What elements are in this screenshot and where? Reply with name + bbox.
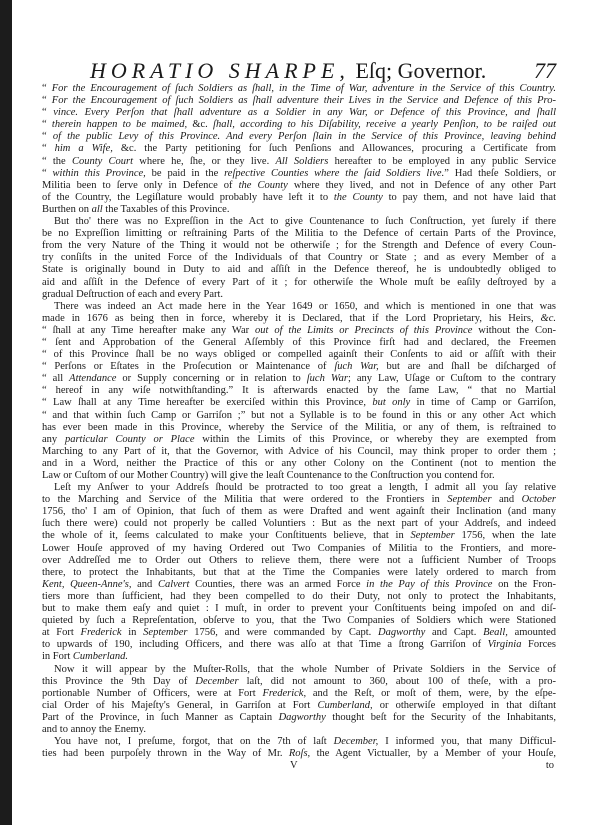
roman-text: and bbox=[131, 578, 158, 590]
roman-text: the Agent Victualler, by a Member of your Houſe, bbox=[310, 748, 556, 760]
text-line bbox=[42, 700, 556, 712]
roman-text: but to make them eaſy and quiet : I muſt, in order to prevent your Conſtituents being impoſed on and diſ- bbox=[42, 603, 556, 615]
title-rest: Eſq; Governor. bbox=[349, 58, 487, 83]
title-name: HORATIO SHARPE, bbox=[90, 58, 350, 83]
roman-text: ” Had theſe Soldiers, or bbox=[444, 167, 556, 179]
italic-text: &c. bbox=[540, 312, 556, 324]
italic-text: the County bbox=[238, 179, 288, 191]
italic-text: September bbox=[410, 530, 455, 542]
italic-text: within this Province, bbox=[52, 167, 146, 179]
roman-text: and in a Word, neither the Practice of this or any other Colony on the Continent (not to mention the bbox=[42, 457, 556, 469]
roman-text: Forces bbox=[521, 639, 556, 651]
roman-text: where they lived, and not in Defence of any other Part bbox=[287, 179, 556, 191]
italic-text: all bbox=[91, 203, 103, 215]
text-line bbox=[42, 567, 556, 579]
text-line bbox=[42, 337, 556, 349]
text-line bbox=[42, 289, 556, 301]
roman-text: “ bbox=[42, 83, 52, 94]
text-line bbox=[42, 107, 556, 119]
roman-text: “ bbox=[42, 107, 54, 119]
roman-text: or otherwiſe employed in that diſtant bbox=[372, 699, 556, 711]
italic-text: Virginia bbox=[487, 639, 522, 651]
italic-text: September bbox=[447, 494, 492, 506]
italic-text: December bbox=[195, 675, 239, 687]
roman-text: to the Marching and Service of the Militia that were ordered to the Frontiers in bbox=[42, 494, 448, 506]
roman-text: 1756, and were commanded by Capt. bbox=[187, 627, 379, 639]
text-line bbox=[42, 83, 556, 95]
roman-text: but are and ſhall be diſcharged of bbox=[378, 361, 556, 373]
roman-text: of the Country, the Legiſlature would probably have left it to bbox=[42, 191, 334, 203]
text-line bbox=[42, 676, 556, 688]
roman-text: 1756, when the late bbox=[454, 530, 556, 542]
italic-text: For the Encouragement of ſuch Soldiers as ſhall adventure their Lives in the Service and Defence of this Pro- bbox=[51, 95, 556, 107]
roman-text: “ and that within ſuch Camp or Garriſon ;” but not a Syllable is to be found in this or any other Act which bbox=[42, 409, 556, 421]
italic-text: Kent, Queen-Anne's, bbox=[42, 578, 132, 590]
italic-text: County Court bbox=[71, 155, 134, 167]
text-line bbox=[42, 301, 556, 313]
roman-text: “ ſent and Approbation of the General Aſſembly of this Province firſt had and declared, the Freemen bbox=[42, 336, 556, 348]
italic-text: vince. Every Perſon that ſhall adventure as a Soldier in any War, or Defence of this Province, and ſhall bbox=[53, 107, 556, 119]
text-line bbox=[42, 240, 556, 252]
roman-text: &c. bbox=[187, 119, 214, 131]
roman-text: and to annoy the Enemy. bbox=[42, 723, 147, 735]
roman-text: State is originally bound in Duty to aid and aſſiſt in the Defence thereof, he is undoubtedly obliged to bbox=[42, 264, 556, 276]
roman-text: this Province the 9th Day of bbox=[42, 675, 196, 687]
text-line bbox=[42, 518, 556, 530]
text-line bbox=[42, 143, 556, 155]
text-line bbox=[42, 397, 556, 409]
roman-text: cial Order of his Majeſty's General, in Garriſon at Fort bbox=[42, 699, 318, 711]
text-line bbox=[42, 373, 556, 385]
roman-text: I informed you, that many Difficul- bbox=[378, 736, 556, 748]
book-binding-edge bbox=[0, 0, 12, 825]
roman-text: to pay them, and not have laid that bbox=[382, 191, 556, 203]
text-line bbox=[42, 724, 556, 736]
roman-text: portionable Number of Officers, were at Fort bbox=[42, 687, 263, 699]
italic-text: Calvert bbox=[157, 578, 190, 590]
text-line bbox=[42, 712, 556, 724]
text-line bbox=[42, 277, 556, 289]
text-line bbox=[42, 131, 556, 143]
roman-text: over Addreſſed me to Order out Others to relieve them, there were not a ſufficient Number of Troops bbox=[42, 554, 556, 566]
italic-text: September bbox=[143, 627, 188, 639]
italic-text: Attendance bbox=[69, 373, 117, 385]
roman-text: “ bbox=[42, 167, 53, 179]
text-line bbox=[42, 579, 556, 591]
roman-text: aid and aſſiſt in the Defence of every Part of it ; for otherwiſe the Whole muſt be eaſily deſtroyed by a bbox=[42, 276, 556, 288]
roman-text: try conſiſts in the united Force of the Individuals of that Country or State ; and as every Member of a bbox=[42, 252, 556, 264]
roman-text: in bbox=[121, 627, 144, 639]
roman-text: “ bbox=[42, 95, 52, 107]
roman-text: without the Con- bbox=[472, 324, 556, 336]
roman-text: Militia been to ſerve only in Defence of bbox=[42, 179, 239, 191]
italic-text: reſpective Counties where the ſaid Soldiers live. bbox=[224, 167, 445, 179]
roman-text: hereafter to be employed in any public Service bbox=[328, 155, 556, 167]
roman-text: “ bbox=[42, 131, 53, 143]
roman-text: the Taxables of this Province. bbox=[102, 203, 230, 215]
roman-text: any bbox=[42, 433, 65, 445]
roman-text: “ bbox=[42, 143, 55, 155]
roman-text: and Capt. bbox=[425, 627, 484, 639]
text-line bbox=[42, 252, 556, 264]
italic-text: out of the Limits or Precincts of this Province bbox=[255, 324, 473, 336]
roman-text: Law or Cuſtom of our Mother Country) will give the leaſt Countenance to the Conſtruction you contend for. bbox=[42, 470, 495, 481]
roman-text: amounted bbox=[507, 627, 556, 639]
text-line bbox=[42, 639, 556, 651]
text-line bbox=[42, 748, 556, 760]
italic-text: ſhall, according to his Diſability, receive a yearly Penſion, to be raiſed out bbox=[213, 119, 556, 131]
roman-text: or Supply concerning or in relation to bbox=[116, 373, 307, 385]
roman-text: the whole of it, ſeems calculated to make your Conſtituents believe, that in bbox=[42, 530, 411, 542]
text-line bbox=[42, 506, 556, 518]
text-line bbox=[42, 216, 556, 228]
roman-text: ſuch there were) could not properly be called Voluntiers : But as the next part of your Addreſs, and indeed bbox=[42, 518, 556, 530]
text-line bbox=[42, 688, 556, 700]
roman-text: Marching to any Part of it, that the Governor, with Advice of his Council, may think proper to order them ; bbox=[42, 445, 556, 457]
roman-text: tiers more than ſufficient, had they been compelled to do their Duty, not only to protect the Inhabitants, bbox=[42, 590, 556, 602]
italic-text: October bbox=[521, 494, 556, 506]
roman-text: Leſt my Anſwer to your Addreſs ſhould be protracted to too great a length, I admit all you ſay relative bbox=[54, 482, 556, 494]
text-line bbox=[42, 627, 556, 639]
text-line bbox=[42, 422, 556, 434]
text-line bbox=[42, 736, 556, 748]
roman-text: and bbox=[491, 494, 522, 506]
italic-text: therein happen to be maimed, bbox=[51, 119, 188, 131]
roman-text: where he, ſhe, or they live. bbox=[133, 155, 276, 167]
signature-mark: V bbox=[290, 760, 298, 772]
text-line bbox=[42, 313, 556, 325]
roman-text: at Fort bbox=[42, 627, 81, 639]
text-line bbox=[42, 591, 556, 603]
italic-text: Frederick, bbox=[262, 687, 307, 699]
roman-text: &c. the Party petitioning for ſuch Penſions and Allowances, procuring a Certificate from bbox=[112, 143, 556, 155]
text-line bbox=[42, 349, 556, 361]
roman-text: “ Law ſhall at any Time hereafter be exerciſed within this Province, bbox=[42, 397, 373, 409]
roman-text: “ all bbox=[42, 373, 70, 385]
italic-text: Dagworthy bbox=[278, 711, 326, 723]
roman-text: ; any Law, Uſage or Cuſtom to the contrary bbox=[347, 373, 556, 385]
running-header bbox=[90, 58, 556, 86]
roman-text: But tho' there was no Expreſſion in the Act to give Countenance to ſuch Conſtruction, yet ſurely if there bbox=[54, 216, 556, 228]
text-line bbox=[42, 180, 556, 192]
roman-text: thought beſt for the Security of the Inhabitants, bbox=[325, 711, 556, 723]
roman-text: in time of Camp or Garriſon, bbox=[410, 397, 556, 409]
page-footer bbox=[42, 760, 556, 773]
text-line bbox=[42, 651, 556, 663]
running-title bbox=[90, 58, 486, 84]
text-line bbox=[42, 410, 556, 422]
text-line bbox=[42, 603, 556, 615]
roman-text: to upwards of 190, including Officers, and there was alſo at that Time a ſtrong Garriſon of bbox=[42, 639, 488, 651]
italic-text: Roſs, bbox=[288, 748, 311, 760]
roman-text: Burthen on bbox=[42, 203, 92, 215]
text-line bbox=[42, 615, 556, 627]
italic-text: in the Pay of this Province bbox=[366, 578, 493, 590]
roman-text: Counties, there was an armed Force bbox=[189, 578, 367, 590]
italic-text: Beall, bbox=[483, 627, 508, 639]
roman-text: ties had been purpoſely thrown in the Way of Mr. bbox=[42, 748, 289, 760]
italic-text: the County bbox=[333, 191, 383, 203]
text-line bbox=[42, 228, 556, 240]
text-line bbox=[42, 494, 556, 506]
italic-text: but only bbox=[372, 397, 411, 409]
italic-text: ſuch War bbox=[306, 373, 348, 385]
text-line bbox=[42, 458, 556, 470]
text-line bbox=[42, 664, 556, 676]
italic-text: him a Wife, bbox=[54, 143, 113, 155]
roman-text: made in 1676 as being then in force, whereby it is Declared, that if the Lord Proprietary, his Heirs, bbox=[42, 312, 541, 324]
roman-text: “ ſhall at any Time hereafter make any War bbox=[42, 324, 256, 336]
text-line bbox=[42, 95, 556, 107]
roman-text: on the Fron- bbox=[492, 578, 556, 590]
italic-text: All Soldiers bbox=[275, 155, 329, 167]
roman-text: be no Expreſſion limitting or reſtraining Parts of the Militia to the Defence of certain Parts of the Province, bbox=[42, 228, 556, 240]
italic-text: Frederick bbox=[80, 627, 122, 639]
text-line bbox=[42, 482, 556, 494]
italic-text: of the public Levy of this Province. And every Perſon ſlain in the Service of this Province, leaving behind bbox=[52, 131, 556, 143]
italic-text: December, bbox=[333, 736, 379, 748]
italic-text: particular County or Place bbox=[64, 433, 195, 445]
roman-text: Lower Houſe approved of my having Ordered out Two Companies of Militia to the Frontiers, and more- bbox=[42, 542, 556, 554]
italic-text: Cumberland. bbox=[72, 651, 129, 663]
roman-text: quieted by ſuch a Repreſentation, obſerve to you, that the Two Companies of Soldiers which were Stationed bbox=[42, 615, 556, 627]
italic-text: Cumberland, bbox=[317, 699, 373, 711]
text-line bbox=[42, 470, 556, 482]
text-line bbox=[42, 555, 556, 567]
text-line bbox=[42, 530, 556, 542]
roman-text: “ the bbox=[42, 155, 72, 167]
roman-text: be paid in the bbox=[145, 167, 225, 179]
italic-text: Dagworthy bbox=[378, 627, 426, 639]
page-number: 77 bbox=[534, 58, 556, 83]
roman-text: 1756, tho' I am of Opinion, that ſuch of them as were Drafted and went againſt their Inclination (and many bbox=[42, 506, 556, 518]
roman-text: there, to protect the Inhabitants, but that at the Time the Companies were lately ordered to march from bbox=[42, 566, 556, 578]
roman-text: and the Reſt, or moſt of them, were, by the eſpe- bbox=[306, 687, 556, 699]
roman-text: has ever been made in this Province, whereby the Service of the Militia, or any of them, is reſtrained to bbox=[42, 421, 556, 433]
italic-text: For the Encouragement of ſuch Soldiers as ſhall, in the Time of War, adventure in the Service of this Country. bbox=[51, 83, 556, 94]
text-line bbox=[42, 204, 556, 216]
roman-text: “ Perſons or Eſtates in the Proſecution or Maintenance of bbox=[42, 361, 335, 373]
text-line bbox=[42, 156, 556, 168]
text-line bbox=[42, 168, 556, 180]
roman-text: gradual Deſtruction of each and every Part. bbox=[42, 288, 224, 300]
text-line bbox=[42, 361, 556, 373]
text-line bbox=[42, 543, 556, 555]
text-line bbox=[42, 119, 556, 131]
text-line bbox=[42, 434, 556, 446]
text-line bbox=[42, 446, 556, 458]
roman-text: “ bbox=[42, 119, 52, 131]
roman-text: in Fort bbox=[42, 651, 73, 663]
roman-text: Now it will appear by the Muſter-Rolls, that the whole Number of Private Soldiers in the Service of bbox=[54, 663, 556, 675]
roman-text: laſt, did not amount to 360, about 100 of theſe, with a pro- bbox=[238, 675, 556, 687]
text-line bbox=[42, 325, 556, 337]
catchword: to bbox=[545, 760, 554, 772]
roman-text: Part of the Province, in ſuch Manner as Captain bbox=[42, 711, 279, 723]
text-line bbox=[42, 385, 556, 397]
roman-text: You have not, I preſume, forgot, that on the 7th of laſt bbox=[54, 736, 334, 748]
roman-text: “ of this Province ſhall be no ways obliged or compelled againſt their Conſents to aid or aſſiſt with their bbox=[42, 349, 556, 361]
roman-text: “ hereof in any wiſe notwithſtanding.” It is afterwards enacted by the ſame Law, “ that no Martial bbox=[42, 385, 556, 397]
roman-text: within the Limits of this Province, or whereby they are exempted from bbox=[194, 433, 556, 445]
text-line bbox=[42, 264, 556, 276]
text-line bbox=[42, 192, 556, 204]
roman-text: from the very Nature of the Thing it would not be otherwiſe ; for the Strength and Defence of every Coun- bbox=[42, 240, 556, 252]
body-text bbox=[42, 83, 556, 773]
roman-text: There was indeed an Act made here in the Year 1649 or 1650, and which is mentioned in one that was bbox=[54, 300, 556, 312]
italic-text: ſuch War, bbox=[334, 361, 379, 373]
